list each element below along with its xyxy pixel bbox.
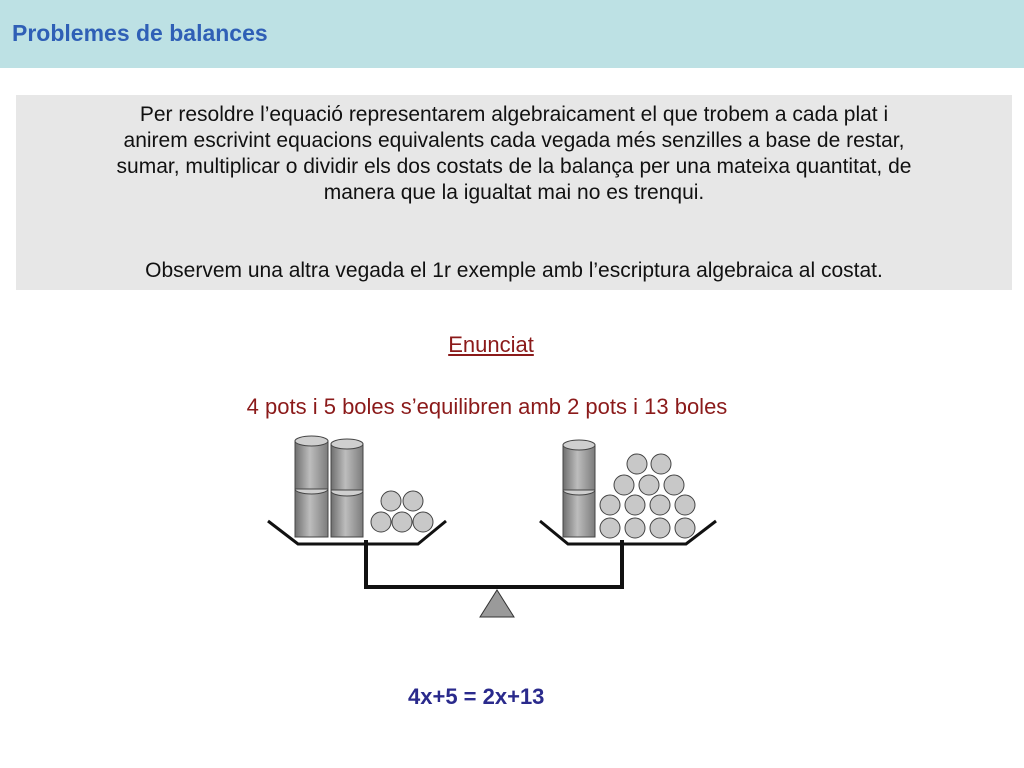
scale-beam: [366, 540, 622, 587]
ball: [664, 475, 684, 495]
page-title: Problemes de balances: [12, 20, 268, 46]
pot: [295, 484, 328, 537]
ball: [625, 518, 645, 538]
balance-scale-illustration: [0, 420, 1024, 630]
intro-paragraph-1: [16, 102, 1012, 206]
statement-text: 4 pots i 5 boles s’equilibren amb 2 pots i 13 boles: [246, 394, 728, 419]
scale-fulcrum: [480, 590, 514, 617]
ball: [403, 491, 423, 511]
pot: [295, 436, 328, 489]
ball: [381, 491, 401, 511]
ball: [413, 512, 433, 532]
statement-heading: Enunciat: [448, 332, 534, 357]
intro-line: Per resoldre l’equació representarem algebraicament el que trobem a cada plat i: [139, 103, 889, 126]
ball: [371, 512, 391, 532]
pot: [563, 485, 595, 537]
pot: [563, 440, 595, 490]
pot: [331, 486, 363, 537]
ball: [675, 518, 695, 538]
ball: [614, 475, 634, 495]
ball: [625, 495, 645, 515]
ball: [639, 475, 659, 495]
ball: [651, 454, 671, 474]
pot: [331, 439, 363, 490]
ball: [600, 495, 620, 515]
ball: [392, 512, 412, 532]
intro-paragraph-2: Observem una altra vegada el 1r exemple amb l’escriptura algebraica al costat.: [145, 259, 883, 282]
intro-box: [16, 95, 1012, 290]
equation: 4x+5 = 2x+13: [408, 684, 545, 709]
ball: [650, 518, 670, 538]
ball: [600, 518, 620, 538]
ball: [650, 495, 670, 515]
intro-line: sumar, multiplicar o dividir els dos costats de la balança per una mateixa quantitat, de: [116, 155, 912, 178]
ball: [627, 454, 647, 474]
intro-line: anirem escrivint equacions equivalents cada vegada més senzilles a base de restar,: [123, 129, 905, 152]
intro-line: manera que la igualtat mai no es trenqui.: [323, 181, 705, 204]
ball: [675, 495, 695, 515]
